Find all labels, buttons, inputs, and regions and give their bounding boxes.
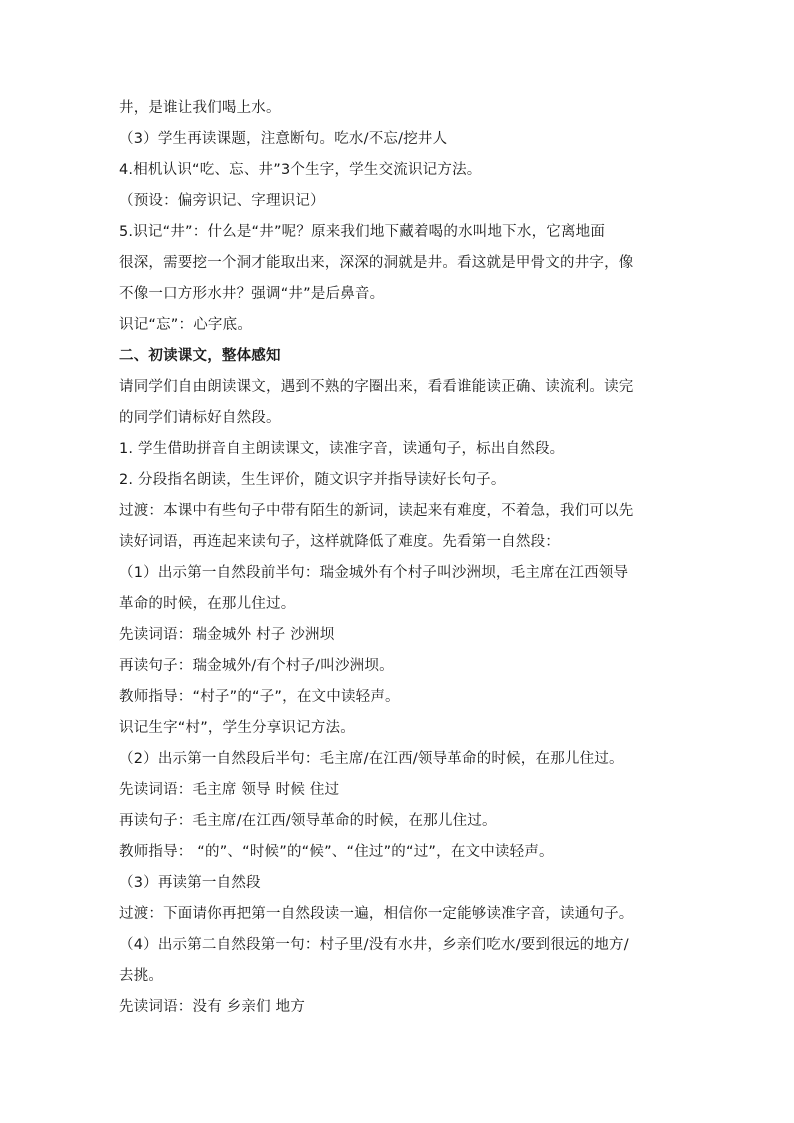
text-line: （1）出示第一自然段前半句：瑞金城外有个村子叫沙洲坝，毛主席在江西领导	[119, 565, 629, 581]
text-line: （2）出示第一自然段后半句：毛主席/在江西/领导革命的时候，在那儿住过。	[119, 751, 624, 767]
text-line: 5.识记“井”：什么是“井”呢？原来我们地下藏着喝的水叫地下水，它离地面	[119, 224, 606, 240]
text-line: 再读句子：瑞金城外/有个村子/叫沙洲坝。	[119, 658, 394, 674]
text-line: 2. 分段指名朗读，生生评价，随文识字并指导读好长句子。	[119, 472, 506, 488]
text-line: 识记生字“村”，学生分享识记方法。	[119, 720, 355, 736]
text-line: 读好词语，再连起来读句子，这样就降低了难度。先看第一自然段：	[119, 534, 560, 550]
text-line: 去挑。	[119, 968, 164, 984]
text-line: 请同学们自由朗读课文，遇到不熟的字圈出来，看看谁能读正确、读流利。读完	[119, 379, 634, 395]
text-line: 革命的时候，在那儿住过。	[119, 596, 296, 612]
text-line: 过渡：下面请你再把第一自然段读一遍，相信你一定能够读准字音，读通句子。	[119, 906, 634, 922]
text-line: 教师指导：“村子”的“子”，在文中读轻声。	[119, 689, 400, 705]
document-body	[119, 93, 679, 1023]
text-line: 1. 学生借助拼音自主朗读课文，读准字音，读通句子，标出自然段。	[119, 441, 565, 457]
text-line: 先读词语：瑞金城外 村子 沙洲坝	[119, 627, 335, 643]
text-line: 教师指导： “的”、“时候”的“候”、“住过”的“过”，在文中读轻声。	[119, 844, 554, 860]
text-line: 很深，需要挖一个洞才能取出来，深深的洞就是井。看这就是甲骨文的井字，像	[119, 255, 634, 271]
text-line: 的同学们请标好自然段。	[119, 410, 281, 426]
text-line: 再读句子：毛主席/在江西/领导革命的时候，在那儿住过。	[119, 813, 497, 829]
text-line: （3）学生再读课题，注意断句。吃水/不忘/挖井人	[119, 131, 448, 147]
text-line: 不像一口方形水井？强调“井”是后鼻音。	[119, 286, 385, 302]
text-line: （3）再读第一自然段	[119, 875, 261, 891]
text-line: （4）出示第二自然段第一句：村子里/没有水井，乡亲们吃水/要到很远的地方/	[119, 937, 629, 953]
text-line: 先读词语：毛主席 领导 时候 住过	[119, 782, 340, 798]
text-line: 先读词语：没有 乡亲们 地方	[119, 999, 306, 1015]
text-line: 识记“忘”：心字底。	[119, 317, 253, 333]
text-line: （预设：偏旁识记、字理识记）	[119, 193, 325, 209]
text-line: 过渡：本课中有些句子中带有陌生的新词，读起来有难度，不着急，我们可以先	[119, 503, 634, 519]
text-line: 井，是谁让我们喝上水。	[119, 100, 281, 116]
text-line: 4.相机认识“吃、忘、井”3个生字，学生交流识记方法。	[119, 162, 482, 178]
section-heading: 二、初读课文，整体感知	[119, 348, 281, 364]
